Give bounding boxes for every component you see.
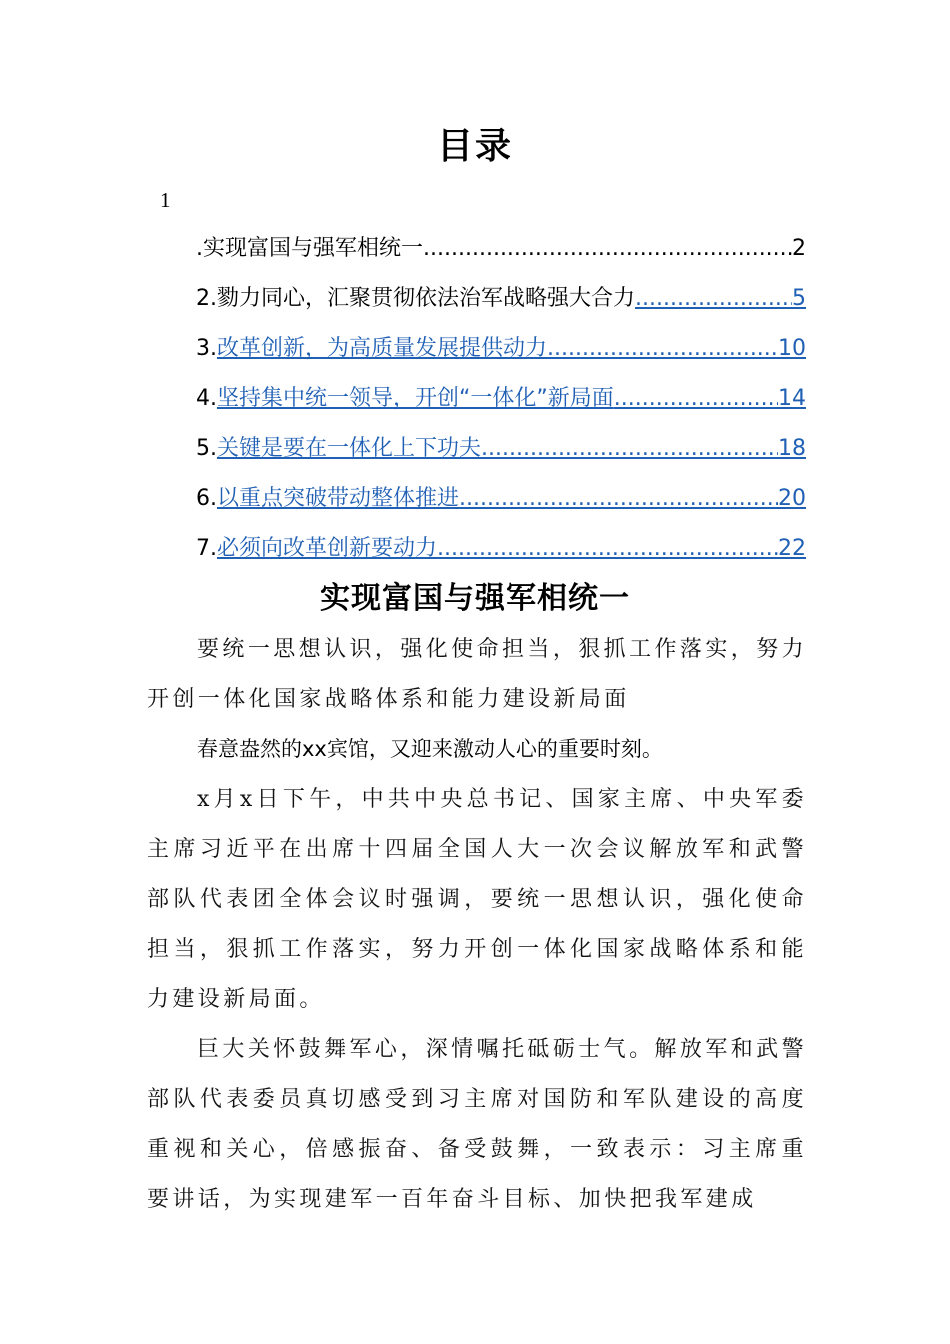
toc-dot-leader [481,432,778,466]
toc-entry-text: 实现富国与强军相统一 [203,236,424,261]
toc-dot-leader [423,232,792,266]
toc-entry-page: 5 [792,286,806,311]
toc-entry-6[interactable] [196,476,806,516]
toc-entry-link[interactable]: 改革创新，为高质量发展提供动力 [217,336,548,361]
article-title: 实现富国与强军相统一 [320,581,630,616]
toc-level-marker: 1 [160,188,171,212]
toc-dot-leader [437,532,778,566]
toc-dot-leader [459,482,778,516]
toc-entry-7[interactable] [196,526,806,566]
toc-entry-link[interactable]: 关键是要在一体化上下功夫 [217,436,482,461]
toc-entry-link[interactable]: 必须向改革创新要动力 [217,536,438,561]
toc-entry-2[interactable] [196,276,806,316]
toc-entry-number: 4. [196,386,217,411]
toc-dot-leader [614,382,778,416]
article-paragraph: 巨大关怀鼓舞军心，深情嘱托砥砺士气。解放军和武警部队代表委员真切感受到习主席对国防和军队建设的高度重视和关心，倍感振奋、备受鼓舞，一致表示：习主席重要讲话，为实现建军一百年奋斗目标、加快把我军建成 [147,1037,807,1212]
toc-entry-number: 7. [196,536,217,561]
toc-entry-page: 10 [778,336,806,361]
toc-entry-page: 18 [778,436,806,461]
toc-entry-page: 20 [778,486,806,511]
toc-entry-text: 勠力同心，汇聚贯彻依法治军战略强大合力 [217,286,636,311]
toc-entry-number: 6. [196,486,217,511]
toc-entry-page: 14 [778,386,806,411]
toc-dot-leader [635,282,792,316]
toc-entry-link[interactable]: 坚持集中统一领导，开创“一体化”新局面 [217,386,614,411]
toc-entry-number: 2. [196,286,217,311]
article-paragraph: x月x日下午，中共中央总书记、国家主席、中央军委主席习近平在出席十四届全国人大一次会议解放军和武警部队代表团全体会议时强调，要统一思想认识，强化使命担当，狠抓工作落实，努力开创一体化国家战略体系和能力建设新局面。 [147,787,807,1012]
toc-entry-5[interactable] [196,426,806,466]
toc-entry-page: 2 [792,236,806,261]
toc-entry-4[interactable] [196,376,806,416]
toc-title: 目录 [436,125,513,167]
toc-entry-3[interactable] [196,326,806,366]
toc-entry-1[interactable] [196,226,806,266]
toc-dot-leader [547,332,778,366]
toc-entry-number: . [196,236,203,261]
toc-entry-number: 3. [196,336,217,361]
article-subtitle: 要统一思想认识，强化使命担当，狠抓工作落实，努力开创一体化国家战略体系和能力建设新局面 [147,637,807,712]
article-lead: 春意盎然的xx宾馆，又迎来激动人心的重要时刻。 [197,737,663,761]
toc-entry-number: 5. [196,436,217,461]
toc-entry-page: 22 [778,536,806,561]
toc-entry-link[interactable]: 以重点突破带动整体推进 [217,486,460,511]
